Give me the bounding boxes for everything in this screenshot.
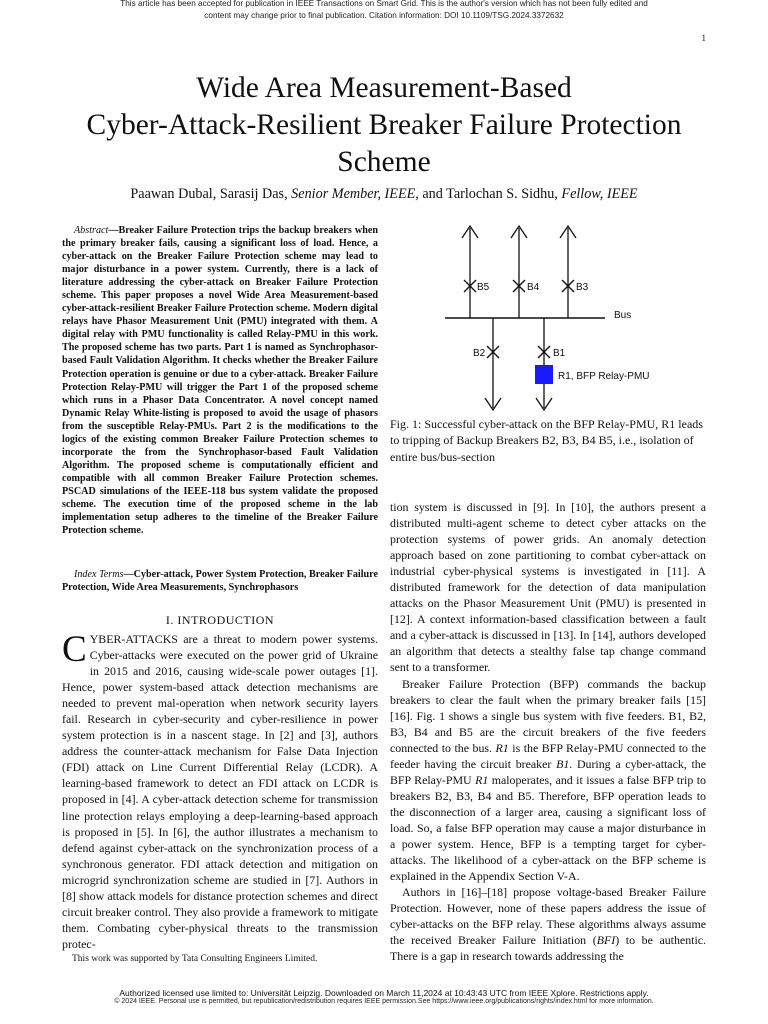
label-b2: B2: [473, 348, 486, 359]
title-line2: Cyber-Attack-Resilient Breaker Failure Protection: [86, 109, 682, 141]
bfp-text-a: Breaker Failure Protection (BFP) commands the backup breakers to clear the fault when the primary breaker fails [15] [16]. Fig. 1 shows a single bus system with five feeders. B1, B2, B3, B4 and B5 are the circuit breakers of the five feeders connected to the bus.: [390, 676, 706, 755]
bfp-text-c: . During a cyber-attack, the BFP Relay-PMU: [390, 756, 706, 787]
header-note-line1: This article has been accepted for publication in IEEE Transactions on Smart Grid. This is the author's version which has not been fully edited and: [120, 0, 648, 8]
figure-1-caption: Fig. 1: Successful cyber-attack on the BFP Relay-PMU, R1 leads to tripping of Backup Breakers B2, B3, B4 B5, i.e., isolation of entire bus/bus-section: [390, 417, 703, 464]
section-heading-introduction: I. INTRODUCTION: [165, 613, 275, 627]
voltage-text-b: ) to be authentic. There is a gap in research towards addressing the: [390, 933, 707, 964]
paragraph-voltage-based: [390, 884, 706, 964]
title-line1: Wide Area Measurement-Based: [196, 72, 572, 104]
page-number: 1: [701, 33, 706, 43]
figure-1-diagram: [440, 222, 660, 414]
index-terms: [62, 568, 378, 594]
drop-cap: C: [62, 629, 87, 670]
voltage-text-a: Authors in [16]–[18] propose voltage-based Breaker Failure Protection. However, none of these papers address the issue of cyber-attacks on the BFP relay. These algorithms always assume the received Breaker Failure Initiation (: [390, 885, 706, 948]
paragraph-bfp: [390, 676, 706, 885]
abstract-text: —Breaker Failure Protection trips the backup breakers when the primary breaker fails, causing a significant loss of load. Hence, a cyber-attack on the Breaker Failure Protection scheme may lead to major disturbance in a power system. Currently, there is a lack of literature addressing the cyber-attack on Breaker Failure Protection scheme. This paper proposes a novel Wide Area Measurement-based cyber-attack-resilient Breaker Failure Protection scheme. Modern digital relays have Phasor Measurement Unit (PMU) integrated with them. A digital relay with PMU functionality is called Relay-PMU in this work. The proposed scheme has two parts. Part 1 is named as Synchrophasor-based Fault Validation Algorithm. It checks whether the Breaker Failure Protection operation is genuine or due to a cyber-attack. Breaker Failure Protection Relay-PMU will trigger the Part 1 of the proposed scheme which runs in a Phasor Data Concentrator. A novel concept named Dynamic Relay White-listing is proposed to avoid the usage of phasors from the susceptible Relay-PMUs. Part 2 is the modifications to the logics of the existing common Breaker Failure Protection schemes to incorporate the from the Synchrophasor-based Fault Validation Algorithm. The proposed scheme is computationally efficient and compatible with all common Breaker Failure Protection schemes. PSCAD simulations of the IEEE-118 bus system validate the proposed scheme. The execution time of the proposed scheme in the lab implementation setup adheres to the timeline of the Breaker Failure Protection scheme.: [62, 225, 378, 537]
index-terms-label: Index Terms: [74, 569, 124, 580]
author-role-1: Senior Member, IEEE: [291, 186, 416, 202]
title-line3: Scheme: [337, 146, 431, 178]
authors: [40, 186, 728, 203]
label-relay: R1, BFP Relay-PMU: [558, 371, 650, 382]
bfp-text-b: is the BFP Relay-PMU connected to the feeder having the circuit breaker: [390, 740, 707, 771]
author-role-2: Fellow, IEEE: [561, 186, 638, 202]
footnote: This work was supported by Tata Consulting Engineers Limited.: [72, 954, 318, 964]
header-note: [0, 0, 768, 22]
author-names-2: , and Tarlochan S. Sidhu,: [415, 186, 562, 202]
bfp-text-d: maloperates, and it issues a false BFP trip to breakers B2, B3, B4 and B5. Therefore, BFP operation leads to the disconnection of a larger area, causing a significant loss of load. So, a false BFP operation may cause a major disturbance in a power system. Hence, BFP is a tempting target for cyber-attacks. The likelihood of a cyber-attack on the BFP scheme is explained in the Appendix Section V-A.: [390, 772, 706, 884]
label-bus: Bus: [614, 310, 632, 321]
abstract: [62, 224, 378, 537]
license-line: Authorized licensed use limited to: Universität Leipzig. Downloaded on March 11,2024 at 10:43:43 UTC from IEEE Xplore. Restrictions apply.: [119, 988, 649, 998]
right-column-body: [390, 499, 706, 964]
label-b5: B5: [477, 282, 490, 293]
introduction-body: [62, 631, 378, 952]
bfp-b1: B1: [556, 756, 570, 771]
bfp-r1: R1: [495, 740, 509, 755]
bfp-r1-second: R1: [475, 772, 489, 787]
abstract-label: Abstract: [74, 225, 109, 236]
index-terms-text: —Cyber-attack, Power System Protection, Breaker Failure Protection, Wide Area Measurements, Synchrophasors: [62, 569, 378, 594]
relay-r1-box: [535, 365, 553, 384]
author-names-1: Paawan Dubal, Sarasij Das,: [130, 186, 292, 202]
introduction-text: YBER-ATTACKS are a threat to modern power systems. Cyber-attacks were executed on the power grid of Ukraine in 2015 and 2016, causing wide-scale power outages [1]. Hence, power system-based attack detection mechanisms are needed to prevent mal-operation when network security layers fail. Research in cyber-security and cyber-resilience in power system protection is in a nascent stage. In [2] and [3], authors address the counter-attack mechanism for False Data Injection (FDI) attack on Line Current Differential Relay (LCDR). A learning-based framework to detect an FDI attack on LCDR is proposed in [4]. A cyber-attack detection scheme for transmission line protection relays employing a deep-learning-based approach is proposed in [5]. In [6], the author illustrates a mechanism to defend against cyber-attack on the synchronization process of a synchronous generator. FDI attack detection and mitigation on microgrid synchronization scheme are studied in [7]. Authors in [8] show attack models for distance protection schemes and direct circuit breaker control. They also provide a framework to mitigate them. Combating cyber-physical threats to the transmission protec-: [62, 632, 378, 951]
label-b1: B1: [553, 348, 566, 359]
paper-title: [40, 70, 728, 181]
label-b3: B3: [576, 282, 589, 293]
paragraph-related-work: tion system is discussed in [9]. In [10], the authors present a distributed multi-agent scheme to detect cyber attacks on the protection systems of power grids. An anomaly detection approach based on zone partitioning to combat cyber-attack on industrial cyber-physical systems is investigated in [11]. A distributed framework for the detection of data manipulation attacks on the Phasor Measurement Unit (PMU) is presented in [12]. A context information-based classification between a fault and a cyber-attack is discussed in [13]. In [14], authors developed an algorithm that detects a stealthy false tap change command sent to a transformer.: [390, 500, 706, 675]
label-b4: B4: [527, 282, 540, 293]
bfi-term: BFI: [596, 933, 616, 948]
copyright-line: © 2024 IEEE. Personal use is permitted, but republication/redistribution requires IEEE permission.See https://www.ieee.org/publications/rights/index.html for more information.: [114, 998, 654, 1005]
header-note-line2: content may change prior to final publication. Citation information: DOI 10.1109/TSG.2024.3372632: [204, 11, 564, 20]
